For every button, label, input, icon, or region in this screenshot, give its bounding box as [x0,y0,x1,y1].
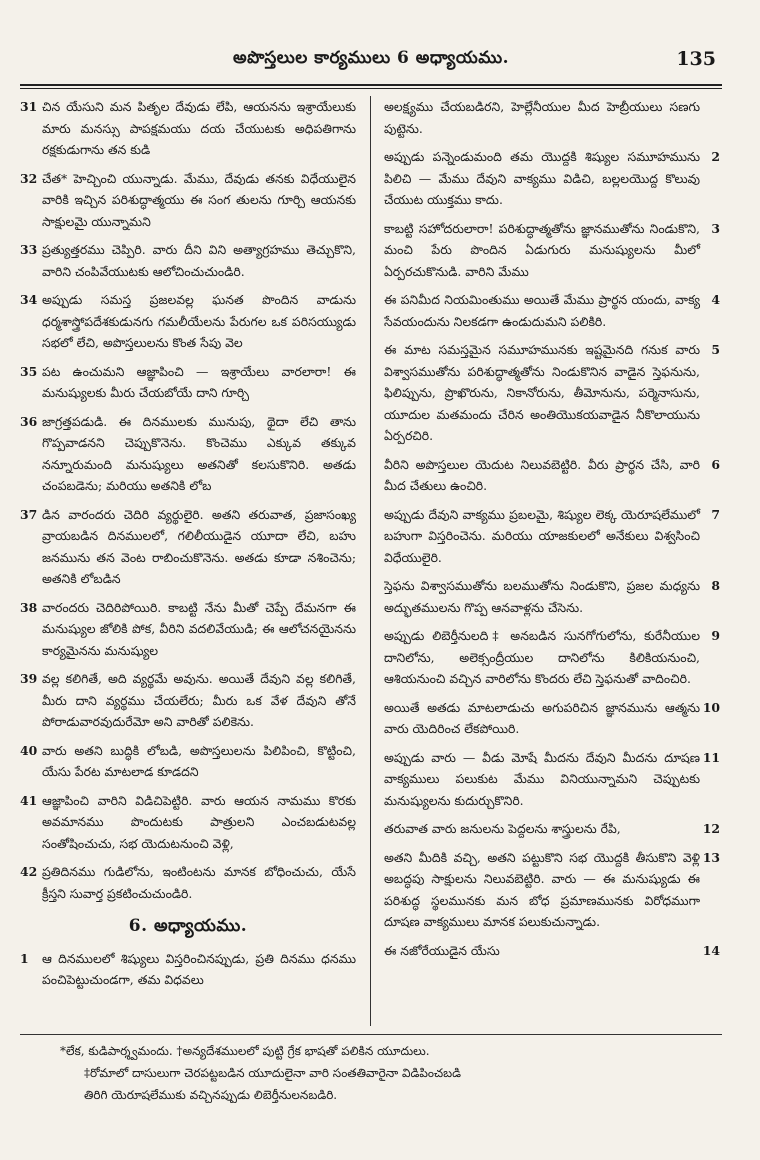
verse-text: వారు అతని బుద్ధికి లోబడి, అపొస్తలులను పిలిపించి, కొట్టించి, యేసు పేరట మాటలాడ కూడదని [42,742,356,779]
column-divider [370,96,371,1026]
verse-text: ఆజ్ఞాపించి వారిని విడిచిపెట్టిరి. వారు ఆయన నామము కొరకు అవమానము పొందుటకు పాత్రులని ఎంచబడుటవల్ల సంతోషించుచు, సభ యెదుటనుంచి వెళ్లి, [42,792,356,851]
verse-number: 40 [20,742,38,758]
verse-number: 36 [20,413,38,429]
verse-paragraph [384,504,720,569]
left-column [20,96,356,1026]
verse-paragraph [384,575,720,618]
verse-number: 7 [711,506,720,522]
verse-number: 12 [702,821,720,836]
verse-paragraph [384,96,720,139]
verse-paragraph [384,454,720,497]
verse-paragraph [384,218,720,283]
verse-text: కాబట్టి సహోదరులారా! పరిశుద్ధాత్మతోను జ్ఞానముతోను నిండుకొని, మంచి పేరు పొందిన ఏడుగురు మనుష్యులను మీలో ఏర్పరచుకొనుడి. వారిని మేము [384,220,700,279]
verse-paragraph [384,747,720,812]
footnotes [60,1040,700,1106]
verse-text: జాగ్రత్తపడుడి. ఈ దినములకు మునుపు, థైదా లేచి తాను గొప్పవాడనని చెప్పుకొనెను. కొంచెము ఎక్కువ తక్కువ నన్నూరుమంది మనుష్యులు అతనితో కలసుకొనిరి. అతడు చంపబడెను; మరియు అతనికి లోబ [42,413,356,493]
verse-text: అయితే అతడు మాటలాడుచు అగుపరిచిన జ్ఞానమును ఆత్మను వారు యెదిరించ లేకపోయిరి. [384,699,700,736]
verse-text: డిన వారందరు చెదిరి వ్యర్థులైరి. అతని తరువాత, ప్రజాసంఖ్య వ్రాయబడిన దినములలో, గలిలీయుడైన యూదా లేచి, బహు జనమును తన వెంట రాబించుకొనెను. అతడు కూడా నశించెను; అతనికి లోబడిన [42,506,356,586]
verse-text: అప్పుడు లిబెర్తీనులది‡ అనబడిన సునగోగులోను, కురేనీయుల దానిలోను, అలెక్సంద్రీయుల దానిలోను కిలికియనుంచి, ఆశియనుంచి వచ్చిన వారిలోను కొందరు లేచి స్తెఫనుతో వాదించిరి. [384,628,700,686]
verse-paragraph [384,940,720,962]
text-columns [20,96,722,1026]
verse-paragraph [384,289,720,332]
verse-number: 11 [702,749,720,765]
verse-text: అతని మీదికి వచ్చి, అతని పట్టుకొని సభ యొద్దకి తీసుకొని వెళ్లి అబద్ధపు సాక్షులను నిలువబెట్టిరి. వారు — ఈ మనుష్యుడు ఈ పరిశుద్ధ స్థలమునకు మన బోధ ప్రమాణమునకు విరోధముగా దూషణ వాక్యములు మానక పలుకుచున్నాడు. [384,849,700,929]
footnote-rule [20,1034,722,1035]
verse-paragraph [20,411,356,497]
bible-page [20,40,722,1102]
verse-paragraph [384,847,720,933]
verse-text: తరువాత వారు జనులను పెద్దలను శాస్త్రులను రేపి, [384,821,621,836]
verse-number: 42 [20,864,38,879]
verse-text: అప్పుడు పన్నెండుమంది తమ యొద్దకి శిష్యుల సమూహమును పిలిచి — మేము దేవుని వాక్యము విడిచి, బల్లలయొద్ద కొలువు చేయుట యుక్తము కాదు. [384,149,700,207]
footnote-line: *లేక, కుడిపార్శ్వమందు. †అన్యదేశములలో పుట్టి గ్రేక భాషతో పలికిన యూదులు. [60,1044,430,1058]
verse-paragraph [20,96,356,161]
verse-number: 41 [20,792,38,808]
verse-number: 4 [711,292,720,307]
verse-text: అలక్ష్యము చేయబడిరని, హెల్లేనీయుల మీద హెబ్రీయులు సణగు పుట్టెను. [384,99,700,136]
verse-paragraph [20,790,356,855]
verse-number: 38 [20,599,38,615]
verse-number: 35 [20,363,38,379]
verse-number: 2 [711,149,720,164]
verse-number: 3 [711,220,720,236]
verse-number: 10 [702,699,720,715]
verse-text: అప్పుడు సమస్త ప్రజలవల్ల ఘనత పొందిన వాడును ధర్మశాస్త్రోపదేశకుడునగు గమలీయేలను పేరుగల ఒక పరిసయ్యుడు సభలో లేచి, అపొస్తలులను కొంత సేపు వెల [42,292,356,350]
verse-paragraph [384,146,720,211]
verse-text: చిన యేసుని మన పితృల దేవుడు లేపి, ఆయనను ఇశ్రాయేలుకు మారు మనస్సు పాపక్షమయు దయ చేయుటకు అధిపతిగాను రక్షకుడుగాను తన కుడి [42,99,356,157]
verse-number: 1 [20,950,29,966]
verse-text: ఈ మాట సమస్తమైన సమూహమునకు ఇష్టమైనది గనుక వారు విశ్వాసముతోను పరిశుద్ధాత్మతోను నిండుకొనిన వాడైన స్తెఫనును, ఫిలిప్పును, ప్రొఖొరును, నికానోరును, తీమోనును, పర్మెనాసును, యూదుల మతమందు చేరిన అంతియొకయవాడైన నీకొలాయును ఏర్పరచిరి. [384,342,700,443]
verse-number: 33 [20,242,38,257]
verse-paragraph [384,339,720,447]
verse-number: 9 [711,628,720,643]
chapter-heading: 6. అధ్యాయము. [128,916,248,936]
header-rule [20,84,722,86]
verse-paragraph [20,861,356,904]
running-title: అపొస్తలుల కార్యములు 6 అధ్యాయము. [232,48,509,68]
verse-text: వారందరు చెదిరిపోయిరి. కాబట్టి నేను మీతో చెప్పే దేమనగా ఈ మనుష్యుల జోలికి పోక, వీరిని వదలివేయుడి; ఈ ఆలోచనయైనను కార్యమైనను మనుష్యుల [42,599,356,658]
header-rule-thin [20,88,722,89]
verse-text: ఆ దినములలో శిష్యులు విస్తరించినప్పుడు, ప్రతి దినము ధనము పంచిపెట్టుచుండగా, తమ విధవలు [42,950,356,987]
verse-paragraph [384,625,720,690]
verse-number: 5 [711,342,720,357]
verse-number: 34 [20,292,38,307]
footnote-line: ‡రోమాలో దాసులుగా చెరపట్టబడిన యూదులైనా వారి సంతతివారైనా విడిపించబడి [84,1066,462,1080]
verse-paragraph [20,504,356,590]
verse-text: ఈ పనిమీద నియమింతుము అయితే మేము ప్రార్థన యందు, వాక్య సేవయందును నిలకడగా ఉండుదుమని పలికిరి. [384,292,700,329]
verse-number: 32 [20,170,38,186]
verse-number: 6 [711,456,720,472]
verse-text: అప్పుడు వారు — వీడు మోషే మీదను దేవుని మీదను దూషణ వాక్యములు పలుకుట మేము వినియున్నామని చెప్పుటకు మనుష్యులను కుదుర్చుకొనిరి. [384,749,700,808]
page-number: 135 [676,48,716,70]
right-column [384,96,720,1026]
verse-text: వీరిని అపొస్తలుల యెదుట నిలువబెట్టిరి. వీరు ప్రార్థన చేసి, వారి మీద చేతులు ఉంచిరి. [384,456,700,493]
verse-paragraph [384,818,720,840]
verse-text: ప్రత్యుత్తరము చెప్పిరి. వారు దీని విని అత్యాగ్రహము తెచ్చుకొని, వారిని చంపివేయుటకు ఆలోచించుచుండిరి. [42,242,356,279]
verse-number: 8 [711,578,720,593]
verse-paragraph [384,697,720,740]
verse-text: అప్పుడు దేవుని వాక్యము ప్రబలమై, శిష్యుల లెక్క యెరూషలేములో బహుగా విస్తరించెను. మరియు యాజకులలో అనేకులు విశ్వసించి విధేయులైరి. [384,506,700,565]
verse-text: చేత* హెచ్చించి యున్నాడు. మేము, దేవుడు తనకు విధేయులైన వారికి ఇచ్చిన పరిశుద్ధాత్మయు ఈ సంగ తులను గూర్చి ఆయనకు సాక్షులమై యున్నామని [42,170,356,229]
verse-number: 31 [20,99,38,114]
verse-number: 39 [20,671,38,686]
verse-paragraph [20,597,356,662]
verse-paragraph [20,668,356,733]
verse-paragraph [20,239,356,282]
verse-paragraph [20,289,356,354]
verse-text: ఈ నజోరేయుడైన యేసు [384,942,500,958]
verse-paragraph [20,948,356,991]
verse-text: ప్రతిదినము గుడిలోను, ఇంటింటను మానక బోధించుచు, యేసే క్రీస్తని సువార్త ప్రకటించుచుండిరి. [42,864,356,901]
verse-text: పట ఉంచుమని ఆజ్ఞాపించి — ఇశ్రాయేలు వారలారా! ఈ మనుష్యులకు మీరు చేయబోయే దాని గూర్చి [42,363,356,400]
verse-text: వల్ల కలిగితే, అది వ్యర్థమే అవును. అయితే దేవుని వల్ల కలిగితే, మీరు దాని వ్యర్థము చేయలేరు; మీరు ఒక వేళ దేవుని తోనే పోరాడువారవుదురేమో అని వారితో పలికెను. [42,671,356,729]
verse-number: 14 [702,942,720,958]
verse-text: స్తెఫను విశ్వాసముతోను బలముతోను నిండుకొని, ప్రజల మధ్యను అద్భుతములను గొప్ప ఆనవాళ్లను చేసెను. [384,578,700,615]
verse-paragraph [20,740,356,783]
page-header [20,40,722,80]
verse-number: 13 [702,849,720,865]
verse-paragraph [20,168,356,233]
footnote-line: తిరిగి యెరూషలేముకు వచ్చినప్పుడు లిబెర్తీనులనబడిరి. [84,1088,338,1102]
verse-paragraph [20,361,356,404]
verse-number: 37 [20,506,38,522]
